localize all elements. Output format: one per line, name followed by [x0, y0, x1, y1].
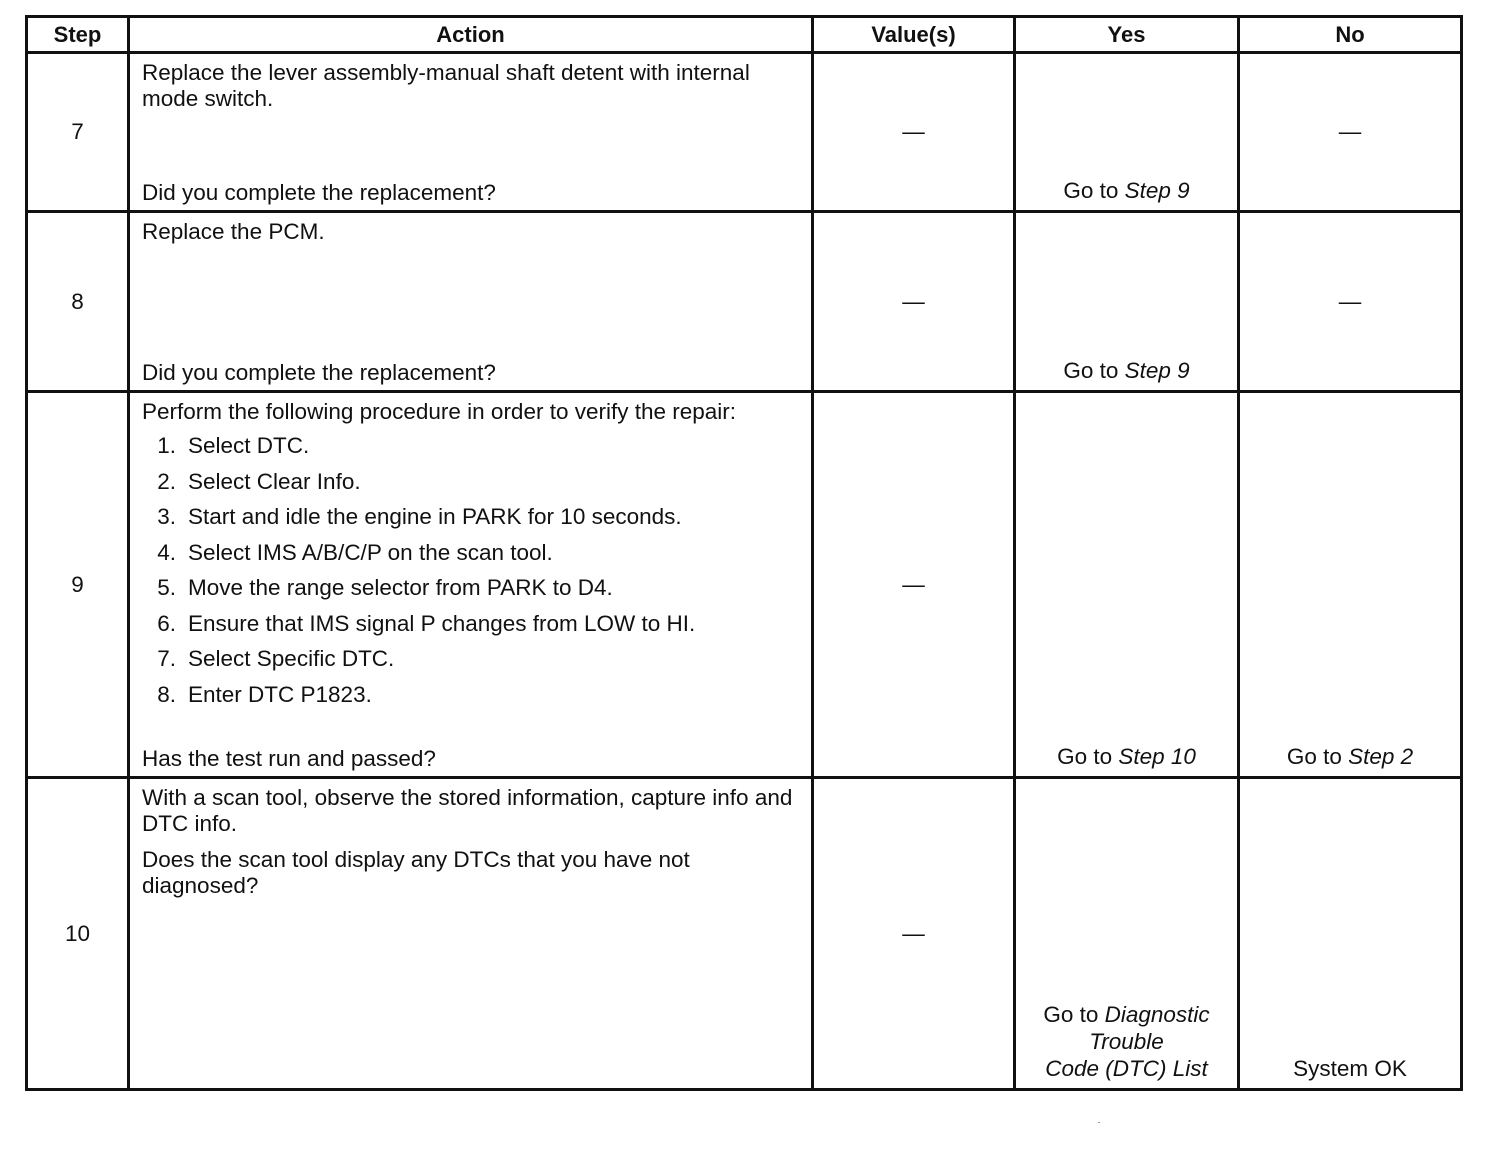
yes-prefix: Go to	[1057, 744, 1119, 769]
diagnostic-table	[25, 15, 1463, 1091]
step-number: 7	[27, 53, 129, 212]
action-cell	[129, 212, 813, 392]
no-step-link[interactable]: Step 2	[1348, 744, 1414, 769]
no-result: System OK	[1293, 1056, 1407, 1081]
yes-cell	[1015, 392, 1239, 778]
yes-prefix: Go to	[1063, 358, 1125, 383]
procedure-list	[142, 433, 801, 708]
no-prefix: Go to	[1286, 744, 1349, 769]
no-cell	[1239, 392, 1462, 778]
yes-prefix: Go to	[1063, 178, 1125, 203]
yes-step-link[interactable]: Step 10	[1118, 744, 1196, 769]
header-yes: Yes	[1015, 17, 1239, 53]
table-row	[27, 53, 1462, 212]
yes-prefix: Go to	[1043, 1002, 1105, 1027]
action-cell	[129, 53, 813, 212]
yes-cell	[1015, 778, 1239, 1090]
header-action: Action	[129, 17, 813, 53]
value-cell: —	[813, 212, 1015, 392]
header-no: No	[1239, 17, 1462, 53]
no-cell: —	[1239, 212, 1462, 392]
action-instruction: Perform the following procedure in order to verify the repair:	[142, 399, 737, 424]
action-instruction: Replace the PCM.	[142, 219, 325, 244]
action-cell	[129, 778, 813, 1090]
value-cell: —	[813, 53, 1015, 212]
action-cell	[129, 392, 813, 778]
table-row	[27, 778, 1462, 1090]
table-row	[27, 212, 1462, 392]
action-question: Did you complete the replacement?	[142, 360, 496, 385]
action-instruction: Replace the lever assembly-manual shaft detent with internal mode switch.	[142, 60, 750, 111]
yes-dtc-link[interactable]: Code (DTC) List	[1045, 1056, 1208, 1081]
yes-step-link[interactable]: Step 9	[1124, 178, 1190, 203]
step-number: 10	[27, 778, 129, 1090]
value-cell: —	[813, 778, 1015, 1090]
yes-cell	[1015, 212, 1239, 392]
no-cell: —	[1239, 53, 1462, 212]
list-item: 2. Select Clear Info.	[157, 468, 361, 494]
table-header-row	[27, 17, 1462, 53]
yes-step-link[interactable]: Step 9	[1124, 358, 1190, 383]
scan-speck	[1098, 1122, 1100, 1123]
header-values: Value(s)	[813, 17, 1015, 53]
no-cell	[1239, 778, 1462, 1090]
step-number: 9	[27, 392, 129, 778]
yes-cell	[1015, 53, 1239, 212]
action-question: Does the scan tool display any DTCs that you have not diagnosed?	[142, 847, 690, 898]
action-question: Has the test run and passed?	[142, 746, 436, 771]
list-item: 3. Start and idle the engine in PARK for 10 seconds.	[157, 504, 682, 529]
list-item: 8. Enter DTC P1823.	[157, 681, 372, 707]
action-question: Did you complete the replacement?	[142, 180, 496, 205]
table-row	[27, 392, 1462, 778]
list-item: 6. Ensure that IMS signal P changes from LOW to HI.	[157, 610, 696, 636]
header-step: Step	[27, 17, 129, 53]
yes-dtc-link[interactable]: Diagnostic	[1104, 1002, 1210, 1027]
list-item: 1. Select DTC.	[157, 433, 310, 458]
step-number: 8	[27, 212, 129, 392]
list-item: 4. Select IMS A/B/C/P on the scan tool.	[157, 539, 553, 565]
action-instruction: With a scan tool, observe the stored information, capture info and DTC info.	[142, 785, 793, 836]
list-item: 7. Select Specific DTC.	[157, 646, 395, 671]
yes-dtc-link[interactable]: Trouble	[1089, 1029, 1164, 1054]
list-item: 5. Move the range selector from PARK to D4.	[157, 575, 613, 600]
value-cell: —	[813, 392, 1015, 778]
